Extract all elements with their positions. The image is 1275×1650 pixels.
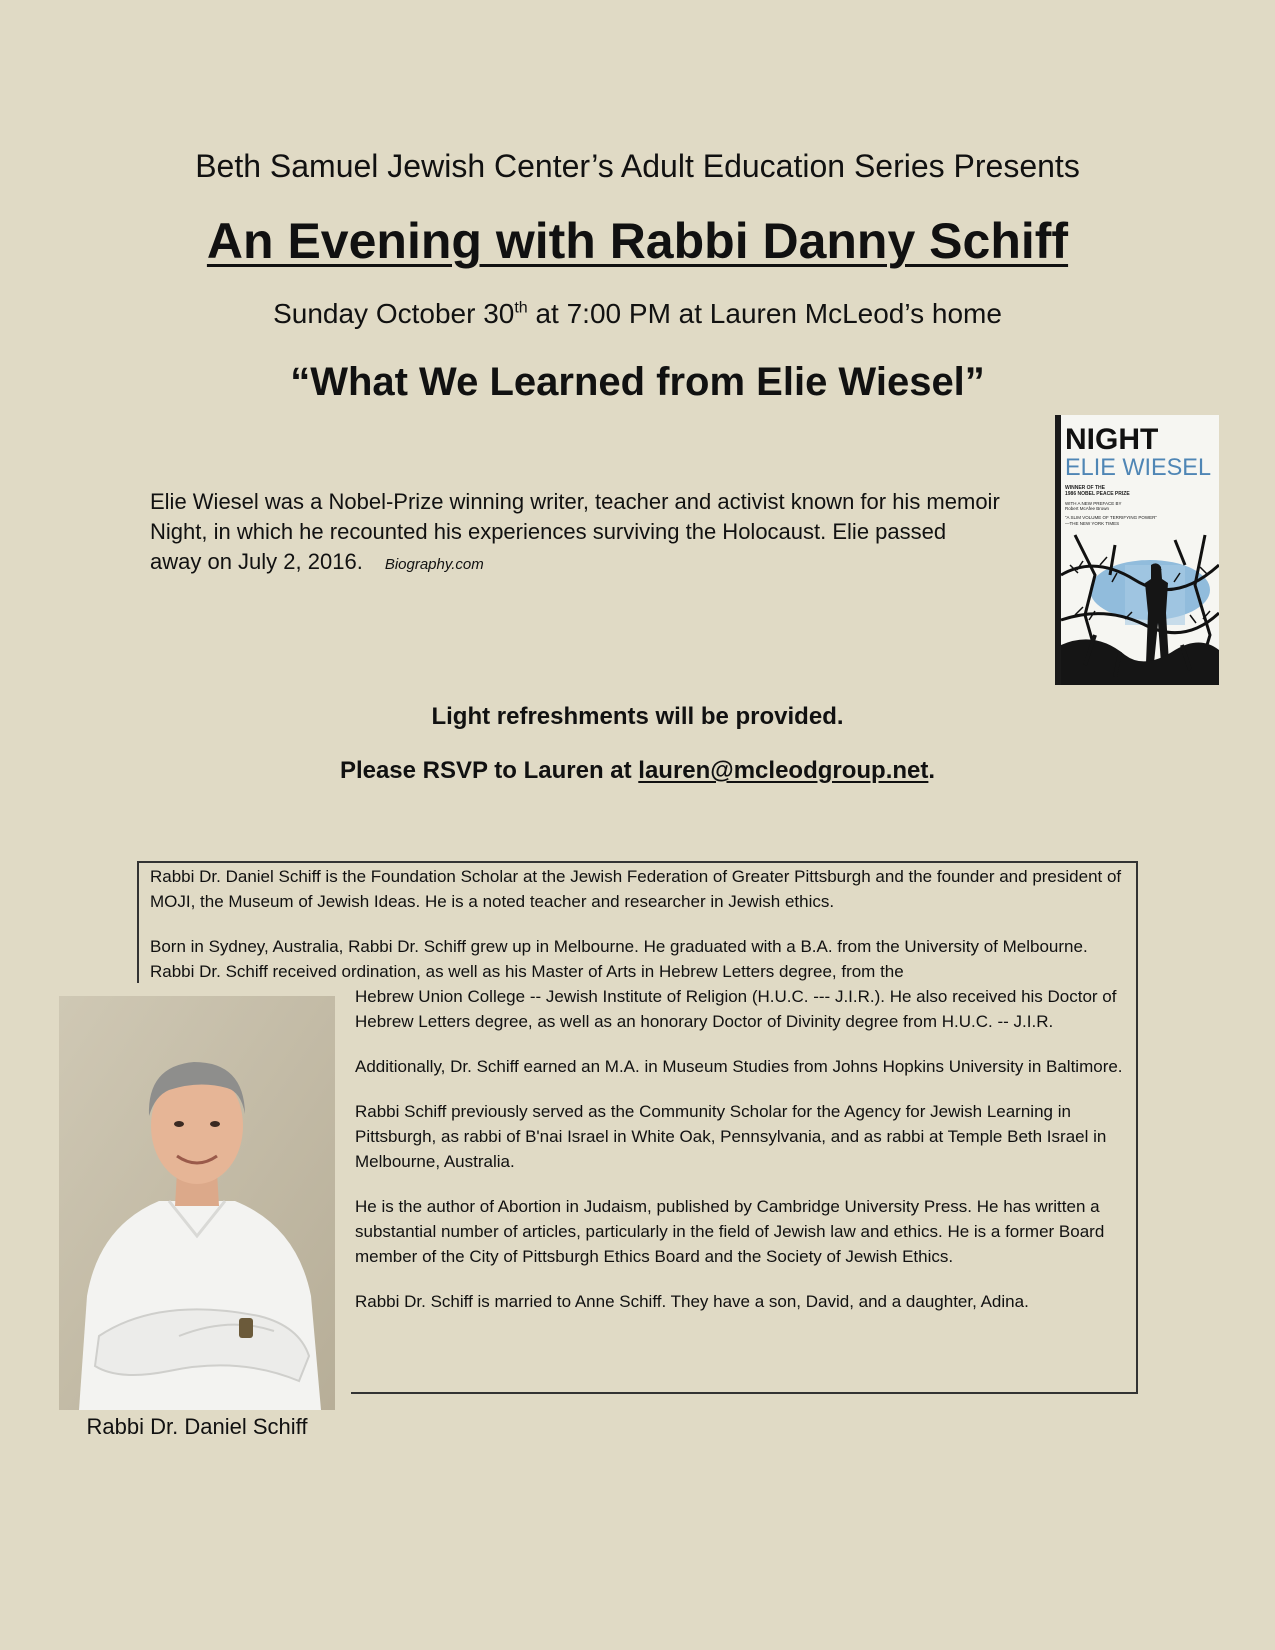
bio-box-right-border [1136, 861, 1138, 1393]
book-quote: “A SLIM VOLUME OF TERRIFYING POWER” [1065, 515, 1157, 520]
event-date: Sunday October 30 [273, 298, 515, 329]
event-time-location: at 7:00 PM at Lauren McLeod’s home [527, 298, 1002, 329]
bio-box-bottom-border [351, 1392, 1138, 1394]
night-book-cover [1055, 415, 1219, 685]
book-title: NIGHT [1065, 423, 1159, 456]
bio-paragraph-1: Rabbi Dr. Daniel Schiff is the Foundation Scholar at the Jewish Federation of Greater Pittsburgh and the founder and president of MOJI, the Museum of Jewish Ideas. He is a noted teacher and researcher in Jewish ethics. [150, 867, 1122, 911]
talk-title: “What We Learned from Elie Wiesel” [290, 360, 985, 404]
book-cover-art [1055, 415, 1219, 685]
series-heading: Beth Samuel Jewish Center’s Adult Education Series Presents [195, 148, 1080, 184]
rsvp-text: Please RSVP to Lauren at [339, 757, 639, 784]
intro-text: Elie Wiesel was a Nobel-Prize winning writer, teacher and activist known for his memoir Night, in which he recounted his experiences surviving the Holocaust. Elie passed away on July 2, 2016. [150, 489, 1000, 574]
event-title: An Evening with Rabbi Danny Schiff [206, 213, 1069, 269]
book-quote-source: —THE NEW YORK TIMES [1065, 521, 1120, 526]
event-datetime [0, 298, 1275, 330]
portrait-illustration [59, 996, 335, 1410]
refreshments-note: Light refreshments will be provided. [431, 703, 844, 730]
rsvp-period: . [928, 757, 936, 784]
rsvp-line [0, 757, 1275, 785]
bio-paragraph-6: Rabbi Dr. Schiff is married to Anne Schiff. They have a son, David, and a daughter, Adina. [355, 1292, 1029, 1311]
bio-box-top-border [137, 861, 1138, 863]
book-preface-by: Robert McAfee Brown [1065, 506, 1110, 511]
rsvp-email-link[interactable]: lauren@mcleodgroup.net [638, 757, 929, 784]
bio-paragraph-5: He is the author of Abortion in Judaism, published by Cambridge University Press. He has written a substantial number of articles, particularly in the field of Jewish law and ethics. He is a former Board member of the City of Pittsburgh Ethics Board and the Society of Jewish Ethics. [355, 1197, 1105, 1266]
book-tagline-1: WINNER OF THE [1065, 485, 1105, 491]
intro-paragraph [150, 487, 1000, 580]
book-tagline-2: 1986 NOBEL PEACE PRIZE [1065, 491, 1130, 497]
bio-paragraph-4: Rabbi Schiff previously served as the Community Scholar for the Agency for Jewish Learning in Pittsburgh, as rabbi of B'nai Israel in White Oak, Pennsylvania, and as rabbi at Temple Beth Israel in Melbourne, Australia. [355, 1102, 1107, 1171]
bio-paragraph-2b: Hebrew Union College -- Jewish Institute of Religion (H.U.C. --- J.I.R.). He also received his Doctor of Hebrew Letters degree, as well as an honorary Doctor of Divinity degree from H.U.C. -- J.I.R. [355, 987, 1117, 1031]
bio-box-left-border [137, 861, 139, 983]
intro-source: Biography.com [384, 556, 484, 573]
photo-caption: Rabbi Dr. Daniel Schiff [86, 1414, 308, 1439]
bio-paragraph-3: Additionally, Dr. Schiff earned an M.A. in Museum Studies from Johns Hopkins University in Baltimore. [355, 1057, 1123, 1076]
book-preface: WITH A NEW PREFACE BY [1065, 501, 1122, 506]
bio-paragraph-2a: Born in Sydney, Australia, Rabbi Dr. Schiff grew up in Melbourne. He graduated with a B.A. from the University of Melbourne. Rabbi Dr. Schiff received ordination, as well as his Master of Arts in Hebrew Letters degree, from the [150, 937, 1088, 981]
rabbi-portrait-photo [59, 996, 335, 1410]
date-suffix: th [514, 299, 528, 317]
book-author: ELIE WIESEL [1065, 454, 1211, 481]
